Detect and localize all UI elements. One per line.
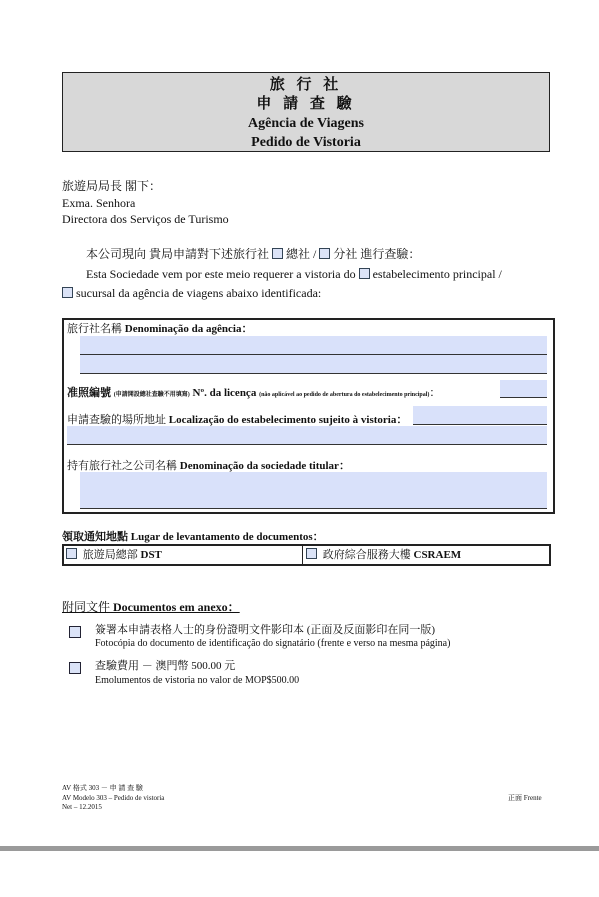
header-title-pt: Agência de Viagens	[248, 116, 364, 131]
page-bottom-bar	[0, 846, 599, 851]
header-subtitle-pt: Pedido de Vistoria	[251, 135, 361, 150]
addressee-zh: 旅遊局局長 閣下：	[62, 179, 162, 193]
annex-item-1-pt: Fotocópia do documento de identificação do signatário (frente e verso na mesma página)	[95, 638, 451, 649]
location-label: 申請查驗的場所地址 Localização do estabelecimento sujeito à vistoria：	[67, 414, 408, 426]
form-header	[62, 72, 550, 152]
branch-checkbox[interactable]	[319, 248, 330, 259]
request-pt-1: Esta Sociedade vem por este meio requerer a vistoria do estabelecimento principal /	[86, 267, 502, 281]
form-code-zh: AV 格式 303 － 申 請 查 驗	[62, 784, 143, 792]
request-pt-2: sucursal da agência de viagens abaixo identificada:	[62, 286, 321, 301]
main-office-checkbox[interactable]	[272, 248, 283, 259]
dst-checkbox[interactable]	[66, 548, 77, 559]
annex-item-2-zh: 查驗費用 － 澳門幣 500.00 元	[95, 660, 236, 672]
pickup-option-dst[interactable]: 旅遊局總部 DST	[66, 548, 162, 562]
licence-number-field[interactable]	[500, 380, 547, 398]
owner-company-field-1[interactable]	[80, 472, 547, 491]
owner-company-label: 持有旅行社之公司名稱 Denominação da sociedade titular：	[67, 460, 350, 472]
form-version: Net – 12.2015	[62, 803, 102, 811]
pickup-divider	[302, 544, 303, 566]
pickup-option-csraem[interactable]: 政府綜合服務大樓 CSRAEM	[306, 548, 461, 562]
location-field-2[interactable]	[67, 426, 547, 445]
header-subtitle-zh: 申 請 查 驗	[256, 96, 356, 112]
annex-item-2-checkbox[interactable]	[69, 661, 81, 679]
annex-title: 附同文件 Documentos em anexo：	[62, 600, 240, 614]
page-side: 正面 Frente	[508, 794, 542, 802]
annex-item-1-checkbox[interactable]	[69, 625, 81, 643]
pickup-location-label: 領取通知地點 Lugar de levantamento de documentos：	[62, 531, 324, 543]
agency-name-field-1[interactable]	[80, 336, 547, 355]
annex-item-2-pt: Emolumentos de vistoria no valor de MOP$500.00	[95, 675, 300, 686]
csraem-checkbox[interactable]	[306, 548, 317, 559]
form-code-pt: AV Modelo 303 – Pedido de vistoria	[62, 794, 165, 802]
location-field-1[interactable]	[413, 406, 547, 425]
main-establishment-checkbox[interactable]	[359, 268, 370, 279]
addressee-pt-2: Directora dos Serviços de Turismo	[62, 212, 229, 226]
owner-company-field-2[interactable]	[80, 490, 547, 509]
agency-name-label: 旅行社名稱 Denominação da agência：	[67, 323, 253, 335]
licence-number-label: 准照編號 (申請開設總社查驗不用填寫) Nº. da licença (não aplicável ao pedido de abertura do estabelecimento principal)：	[67, 387, 441, 399]
annex-item-1-zh: 簽署本申請表格人士的身份證明文件影印本 (正面及反面影印在同一版)	[95, 624, 436, 636]
header-title-zh: 旅 行 社	[269, 77, 343, 93]
addressee-pt-1: Exma. Senhora	[62, 196, 136, 210]
branch-agency-checkbox[interactable]	[62, 287, 73, 298]
request-zh: 本公司現向 貴局申請對下述旅行社 總社 / 分社 進行查驗：	[86, 247, 421, 261]
agency-name-field-2[interactable]	[80, 355, 547, 374]
